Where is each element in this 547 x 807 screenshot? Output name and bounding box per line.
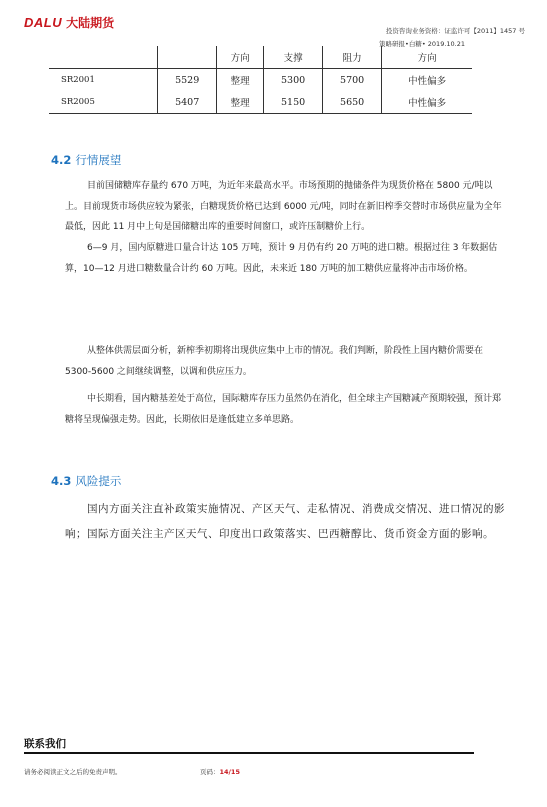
section-number: 4.2 [51, 153, 72, 167]
support-cell: 5300 [264, 69, 323, 92]
outlook-paragraph: 从整体供需层面分析，新榨季初期将出现供应集中上市的情况。我们判断，阶段性上国内糖价需要在 5300-5600 之间继续调整，以调和供应压力。 [65, 346, 484, 377]
section-title: 行情展望 [75, 153, 122, 167]
table-header-row [49, 46, 472, 69]
table-header-cell: 阻力 [323, 46, 382, 69]
direction-cell: 整理 [217, 91, 264, 114]
outlook-paragraph: 目前国储糖库存量约 670 万吨，为近年来最高水平。市场预期的抛储条件为现货价格在 5800 元/吨以上。目前现货市场供应较为紧张，白糖现货价格已达到 6000 元/吨，同时在新旧榨季交替时市场供应量为全年最低，因此 11 月中上旬是国储糖出库的重要时间窗口，或许压制糖价上行。 [65, 181, 502, 232]
table-header-cell [158, 46, 217, 69]
section-number: 4.3 [51, 474, 72, 488]
outlook-paragraph: 中长期看，国内糖基差处于高位，国际糖库存压力虽然仍在消化，但全球主产国糖减产预期较强，预计郑糖将呈现偏强走势。因此，长期依旧是逢低建立多单思路。 [65, 394, 502, 425]
table-header-cell: 支撑 [264, 46, 323, 69]
risk-paragraph: 国内方面关注直补政策实施情况、产区天气、走私情况、消费成交情况、进口情况的影响；国际方面关注主产区天气、印度出口政策落实、巴西糖醇比、货币资金方面的影响。 [65, 503, 505, 540]
page-number [200, 767, 240, 776]
table-row [49, 69, 472, 92]
price-cell: 5529 [158, 69, 217, 92]
resistance-cell: 5650 [323, 91, 382, 114]
table-row [49, 91, 472, 114]
direction-cell: 整理 [217, 69, 264, 92]
page-label: 页码： [200, 768, 220, 776]
section-heading-risk [51, 473, 121, 489]
disclaimer-text: 请务必阅读正文之后的免责声明。 [24, 768, 122, 776]
page-num: 14/15 [219, 768, 240, 776]
logo-text: 大陆期货 [66, 16, 115, 30]
resistance-cell: 5700 [323, 69, 382, 92]
support-cell: 5150 [264, 91, 323, 114]
cert-line-1: 投资咨询业务资格：证监许可【2011】1457 号 [385, 27, 525, 35]
logo-mark: DALU [24, 15, 63, 30]
contract-code: SR2005 [49, 91, 158, 114]
table-header-cell: 方向 [382, 46, 472, 69]
price-cell: 5407 [158, 91, 217, 114]
section-heading-outlook [51, 152, 121, 168]
outlook-cell: 中性偏多 [408, 76, 447, 87]
futures-quote-table [49, 46, 472, 114]
footer-divider [24, 752, 474, 754]
contact-us-heading: 联系我们 [24, 738, 66, 750]
section-title: 风险提示 [75, 474, 122, 488]
table-header-cell: 方向 [217, 46, 264, 69]
page-header [0, 0, 547, 50]
outlook-paragraph: 6—9 月，国内原糖进口量合计达 105 万吨，预计 9 月仍有约 20 万吨的进口糖。根据过往 3 年数据估算，10—12 月进口糖数量合计约 60 万吨。因此，未来近 180 万吨的加工糖供应量将冲击市场价格。 [65, 243, 498, 274]
company-logo [24, 14, 114, 31]
table-header-cell [49, 46, 158, 69]
cert-line-2: 策略研报•白糖• 2019.10.21 [379, 40, 465, 48]
outlook-cell: 中性偏多 [382, 91, 472, 114]
contract-code: SR2001 [49, 69, 158, 92]
